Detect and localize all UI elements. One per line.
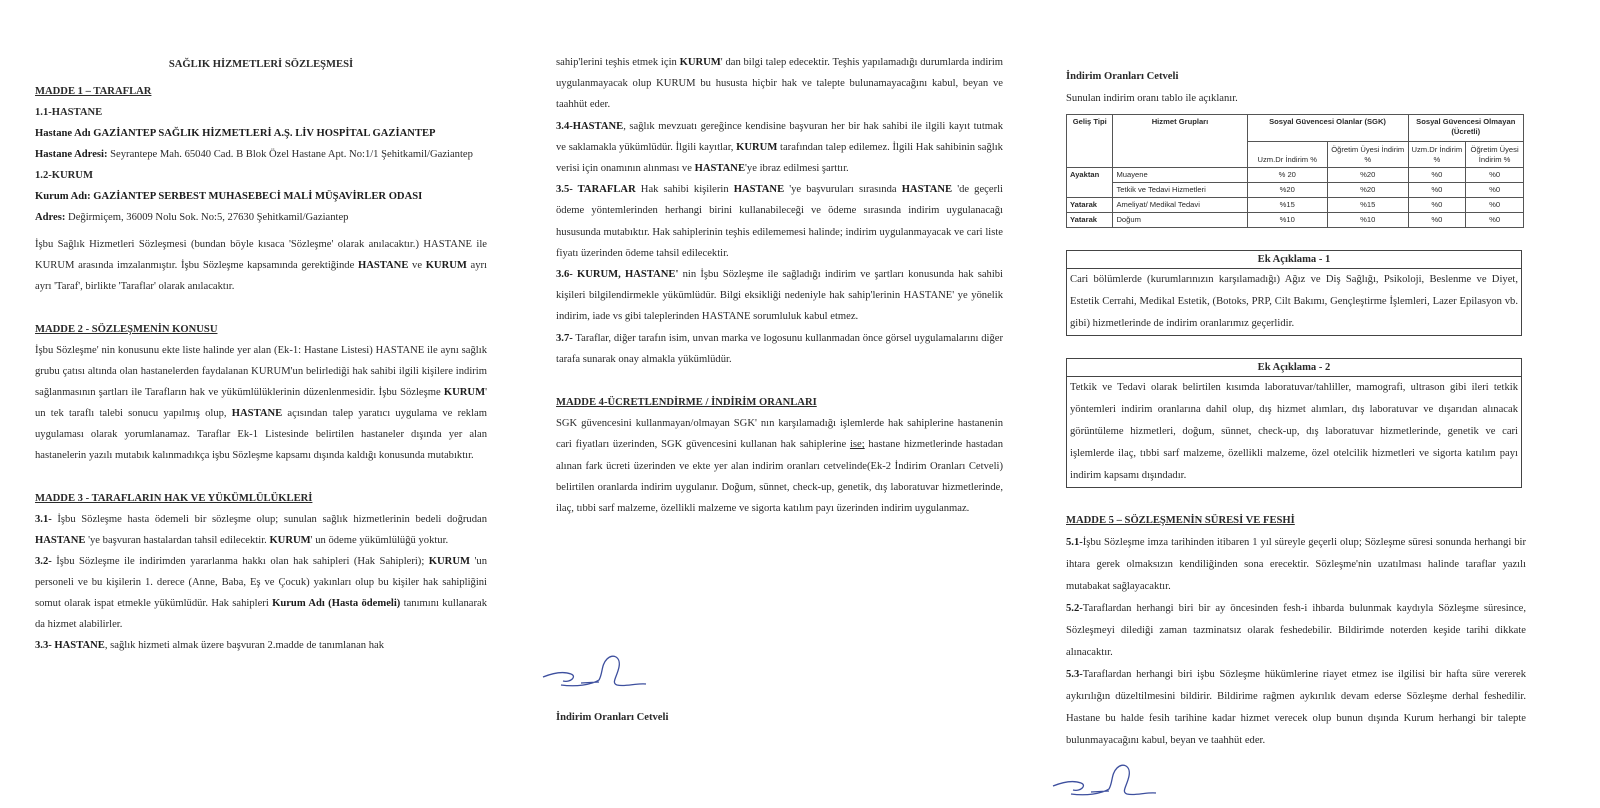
text-run: 5.2- (1066, 603, 1083, 614)
text-run: İşbu Sözleşme hasta ödemeli bir sözleşme olup; sunulan sağlık hizmetlerinin bedeli doğrudan (51, 514, 487, 525)
row-type: Yatarak (1067, 213, 1113, 228)
column-header-service: Hizmet Grupları (1113, 115, 1247, 168)
para (556, 116, 1003, 180)
para (1066, 664, 1526, 752)
text-run: SGK güvencesini kullanmayan/olmayan SGK' nın karşılamadığı işlemlerde hak sahiplerine hastanenin cari fiyatları üzerinden, SGK güvencesini kullanan hak sahiplerine (556, 418, 1003, 451)
para (556, 328, 1003, 370)
text-run: tanımını kullanarak da hizmet alabilirler. (35, 598, 487, 630)
row-type: Yatarak (1067, 198, 1113, 213)
text-run: ' dan bilgi talep edecektir. Teşhis yapılamadığı durumlarda indirim uygulanmayacak olup KURUM bu hususta hiçbir hak ve talepte bulunamayacağını kabul, beyan ve taahhüt eder. (556, 57, 1004, 111)
note-box-body: Tetkik ve Tedavi olarak belirtilen kısımda laboratuvar/tahliller, mamografi, ultrason gibi ileri tetkik yöntemleri indirim oranlarına dahil olup, dış hizmet alımları, dış laboratuvar ve dışarıdan alınacak görüntüleme hizmetleri, doğum, sünnet, check-up, dış laboratuvar hizmetlerinde, genetik ve cari işlemlerde ilaç, tıbbi sarf malzeme, özellikli malzeme, özel otelcilik hizmetleri ve sigorta katılım payı indirim kapsamı dışındadır. (1070, 382, 1518, 481)
text-run: ise; (849, 439, 865, 451)
text-run: tarafından talep edilemez. İlgili Hak sahibinin sağlık verisi için onamının alınması ve (556, 141, 1003, 175)
rate-cell: %10 (1247, 213, 1327, 228)
text-run: nin İşbu Sözleşme ile sağladığı indirim ve şartları konusunda hak sahibi kişileri bilgilendirmekle yükümlüdür. Bilgi eksikliği nedeniyle hak sahip'lerinin HASTANE' ye yönelik indirim, iade vs gibi taleplerinden HASTANE sorumluluk kabul etmez. (556, 269, 1003, 323)
column-header-rate: Öğretim Üyesi İndirim % (1466, 141, 1524, 168)
text-run: HASTANE (35, 535, 86, 546)
row-type: Ayaktan (1067, 168, 1113, 198)
text-run: , sağlık hizmeti almak üzere başvuran 2.madde de tanımlanan hak (104, 640, 385, 651)
text-run: Taraflardan herhangi biri bir ay öncesinden fesh-i ihbarda bulunmak kaydıyla Sözleşme süresince, Sözleşmeyi dilediği zaman tazminatsız olarak feshedebilir. Bildirimde noterden keşide tarihi dikkate alınacaktır. (1066, 603, 1526, 658)
heading (35, 488, 487, 509)
para (35, 551, 487, 635)
row-service: Tetkik ve Tedavi Hizmetleri (1113, 183, 1247, 198)
text-run: Hak sahibi kişilerin (635, 184, 734, 196)
signature (541, 647, 661, 697)
para (35, 123, 487, 144)
text-run: Seyrantepe Mah. 65040 Cad. B Blok Özel Hastane Apt. No:1/1 Şehitkamil/Gaziantep (107, 149, 473, 160)
text-run: HASTANE (901, 184, 953, 196)
table-row (1067, 213, 1524, 228)
page-2 (556, 52, 1003, 728)
text-run: İşbu Sözleşme ile indirimden yararlanma hakkı olan hak sahipleri (Hak Sahipleri); (51, 556, 429, 567)
rate-cell: %0 (1408, 168, 1466, 183)
text-run: 'ye ibraz edilmesi şarttır. (745, 163, 849, 175)
para (556, 413, 1003, 519)
rate-cell: %0 (1408, 183, 1466, 198)
rate-cell: %0 (1466, 183, 1524, 198)
text-run: 'un personeli ve bu kişilerin 1. derece (Anne, Baba, Eş ve Çocuk) yakınları olup bu kişiler hak sahipliğini somut olarak ispat etmekle yükümlüdür. Hak sahipleri (35, 556, 487, 609)
text-run: Kurum Adı (Hasta ödemeli) (272, 598, 401, 609)
table-row (1067, 168, 1524, 183)
text-run: 5.1- (1066, 537, 1083, 548)
text-run: 3.5- TARAFLAR (556, 184, 636, 196)
text-run: 3.3- HASTANE (35, 640, 105, 651)
page-1 (35, 54, 487, 656)
text-run: İndirim Oranları Cetveli (556, 712, 669, 724)
note-box (1066, 358, 1522, 488)
row-service: Muayene (1113, 168, 1247, 183)
rate-cell: %15 (1247, 198, 1327, 213)
text-run: ve (408, 260, 426, 271)
para (35, 340, 487, 466)
text-run: Taraflardan herhangi biri işbu Sözleşme hükümlerine riayet etmez ise ilgilisi bir hafta süre vererek aykırılığın düzeltilmesini bildirir. Bildirime rağmen aykırılık devam ederse Sözleşme derhal feshedilir. Hastane bu halde fesih tarihine kadar hizmet verecek olup bunun dışında Kurum herhangi bir talepte bulunmayacağını kabul, beyan ve taahhüt eder. (1066, 669, 1526, 746)
text-run: Hastane Adresi: (35, 149, 108, 160)
para (35, 509, 487, 551)
signature (1051, 756, 1171, 806)
note-box (1066, 250, 1522, 336)
para (35, 186, 487, 207)
heading (35, 319, 487, 340)
text-run: 3.7- (556, 332, 573, 344)
para (556, 52, 1003, 116)
sub (1066, 66, 1526, 88)
table-row (1067, 183, 1524, 198)
text-run: ' un ödeme yükümlülüğü yoktur. (310, 535, 449, 546)
caption (556, 707, 1003, 728)
text-run: MADDE 2 - SÖZLEŞMENİN KONUSU (35, 324, 218, 335)
para (35, 144, 487, 165)
note-box-title: Ek Açıklama - 1 (1067, 251, 1521, 269)
text-run: 1.1-HASTANE (35, 107, 103, 118)
sub (35, 165, 487, 186)
column-header-rate: Uzm.Dr İndirim % (1408, 141, 1466, 168)
text-run: Değirmiçem, 36009 Nolu Sok. No:5, 27630 Şehitkamil/Gaziantep (65, 212, 349, 223)
text-run: Adres: (35, 212, 66, 223)
text-run: HASTANE (231, 408, 283, 419)
text-run: , sağlık mevzuatı gereğince kendisine başvuran her bir hak sahibi ile ilgili kayıt tutmak ve saklamakla yükümlüdür. İlgili kayıtlar, (556, 120, 1003, 153)
row-service: Ameliyat/ Medikal Tedavi (1113, 198, 1247, 213)
text-run: MADDE 4-ÜCRETLENDİRME / İNDİRİM ORANLARI (556, 397, 817, 409)
para (556, 264, 1003, 328)
text-run: ' un tek taraflı talebi sonucu yapılmış olup, (35, 387, 487, 419)
column-group-paid: Sosyal Güvencesi Olmayan (Ücretli) (1408, 115, 1523, 142)
note-box-body: Cari bölümlerde (kurumlarınızın karşılamadığı) Ağız ve Diş Sağlığı, Psikoloji, Beslenme ve Diyet, Estetik Cerrahi, Medikal Estetik, (Botoks, PRP, Cilt Bakımı, Gençleştirme İşlemleri, Lazer Epilasyon vb. gibi) hizmetlerinde de indirim oranlarımız geçerlidir. (1070, 274, 1518, 329)
rate-cell: %0 (1466, 198, 1524, 213)
rate-cell: % 20 (1247, 168, 1327, 183)
text-run: Taraflar, diğer tarafın isim, unvan marka ve logosunu kullanmadan önce görsel uygulamalarını diğer tarafa sunarak onay almakla yükümlüdür. (556, 332, 1003, 365)
rate-cell: %0 (1466, 168, 1524, 183)
text-run: HASTANE (733, 184, 785, 196)
rate-cell: %20 (1327, 183, 1408, 198)
text-run: hastane hizmetlerinde hastadan alınan fark ücreti üzerinden ve ekte yer alan indirim oranları cetvelinde(Ek-2 İndirim Oranları Cetveli) belirtilen oranlarda indirim uygulanır. Doğum, sünnet, check-up, genetik, dış laboratuvar hizmetlerinde, ilaç, tıbbi sarf malzeme, özellikli malzeme ve sigorta katılım payı üzerinden indirim uygulanmaz. (556, 439, 1003, 515)
text-run: 'ye başvuran hastalardan tahsil edilecektir. (85, 535, 270, 546)
text-run: SAĞLIK HİZMETLERİ SÖZLEŞMESİ (168, 59, 354, 70)
note-box-title: Ek Açıklama - 2 (1067, 359, 1521, 377)
text-run: İndirim Oranları Cetveli (1066, 71, 1179, 82)
text-run: KURUM (428, 556, 470, 567)
text-run: Sunulan indirim oranı tablo ile açıklanır. (1066, 93, 1238, 104)
table-row (1067, 198, 1524, 213)
para (1066, 598, 1526, 664)
text-run: 5.3- (1066, 669, 1083, 680)
para (35, 234, 487, 297)
text-run: sahip'lerini teşhis etmek için (556, 57, 680, 68)
text-run: 3.6- KURUM, HASTANE' (556, 269, 679, 281)
text-run: Hastane Adı GAZİANTEP SAĞLIK HİZMETLERİ A.Ş. LİV HOSPİTAL GAZİANTEP (35, 128, 436, 139)
row-service: Doğum (1113, 213, 1247, 228)
text-run: İşbu Sözleşme imza tarihinden itibaren 1 yıl süreyle geçerli olup; Sözleşme süresi sonunda herhangi bir ihtara gerek olmaksızın kendiliğinden sona erecektir. Sözleşme'nin uzatılması halinde taraflar yazılı mutabakat sağlayacaktır. (1066, 537, 1526, 592)
page-3 (1066, 66, 1526, 806)
discount-rates-table (1066, 114, 1524, 228)
text-run: KURUM (443, 387, 486, 398)
para (1066, 532, 1526, 598)
rate-cell: %10 (1327, 213, 1408, 228)
text-run: Kurum Adı: GAZİANTEP SERBEST MUHASEBECİ MALİ MÜŞAVİRLER ODASI (35, 191, 423, 202)
heading (1066, 510, 1526, 532)
heading (556, 392, 1003, 413)
text-run: KURUM (679, 57, 721, 68)
column-group-sgk: Sosyal Güvencesi Olanlar (SGK) (1247, 115, 1408, 142)
text-run: 3.4-HASTANE (556, 120, 624, 132)
text-run: MADDE 5 – SÖZLEŞMENİN SÜRESİ VE FESHİ (1066, 515, 1295, 526)
text-run: MADDE 1 – TARAFLAR (35, 86, 152, 97)
column-header-rate: Uzm.Dr İndirim % (1247, 141, 1327, 168)
text-run: açısından talep yaratıcı uygulama ve reklam uygulaması olarak yorumlanamaz. Taraflar Ek-1 Listesinde belirtilen hastaneler dışında yer alan hastanelerin yazılı mutabık kalınmadıkça işbu Sözleşme kapsamı dışında kaldığı konusunda mutabıktır. (35, 408, 487, 461)
para (556, 179, 1003, 264)
rate-cell: %0 (1408, 198, 1466, 213)
sub (35, 102, 487, 123)
rate-cell: %0 (1466, 213, 1524, 228)
rate-cell: %0 (1408, 213, 1466, 228)
text-run: 3.1- (35, 514, 52, 525)
rate-cell: %15 (1327, 198, 1408, 213)
rate-cell: %20 (1247, 183, 1327, 198)
text-run: 'ye başvuruları sırasında (784, 184, 902, 196)
text-run: ayrı ayrı 'Taraf', birlikte 'Taraflar' olarak anılacaktır. (35, 260, 488, 292)
text-run: 1.2-KURUM (35, 170, 93, 181)
text-run: İşbu Sağlık Hizmetleri Sözleşmesi (bundan böyle kısaca 'Sözleşme' olarak anılacaktır.) HASTANE ile KURUM arasında imzalanmıştır. İşbu Sözleşme kapsamında gerektiğinde (35, 239, 487, 271)
text-run: 3.2- (35, 556, 52, 567)
text-run: 'de geçerli ödeme yöntemlerinden herhangi birini kullanabileceği ve ödeme sırasında indirim uygulanacağı hususunda mutabıktır. Hak sahiplerinin teşhis edilememesi halinde; indirim uygulanmayacak ve cari liste fiyatı üzerinden ödeme tahsil edilecektir. (556, 184, 1003, 259)
text-run: KURUM (425, 260, 467, 271)
para (35, 635, 487, 656)
title (35, 54, 487, 75)
heading (35, 81, 487, 102)
column-header-rate: Öğretim Üyesi İndirim % (1327, 141, 1408, 168)
text-run: KURUM (269, 535, 311, 546)
text-run: HASTANE (357, 260, 409, 271)
text-run: KURUM (736, 141, 778, 153)
rate-cell: %20 (1327, 168, 1408, 183)
text-run: MADDE 3 - TARAFLARIN HAK VE YÜKÜMLÜLÜKLERİ (35, 493, 313, 504)
column-header-type: Geliş Tipi (1067, 115, 1113, 168)
text-run: İşbu Sözleşme' nin konusunu ekte liste halinde yer alan (Ek-1: Hastane Listesi) HASTANE ile aynı sağlık grubu çatısı altında olan hastanelerden faydalanan KURUM'un belirlediği hak sahibi ilgili kişilere indirim sağlanmasının şartları ile Tarafların hak ve yükümlülüklerinin düzenlenmesidir. İşbu Sözleşme (35, 345, 487, 398)
para (1066, 88, 1526, 110)
text-run: HASTANE (694, 163, 746, 175)
para (35, 207, 487, 228)
